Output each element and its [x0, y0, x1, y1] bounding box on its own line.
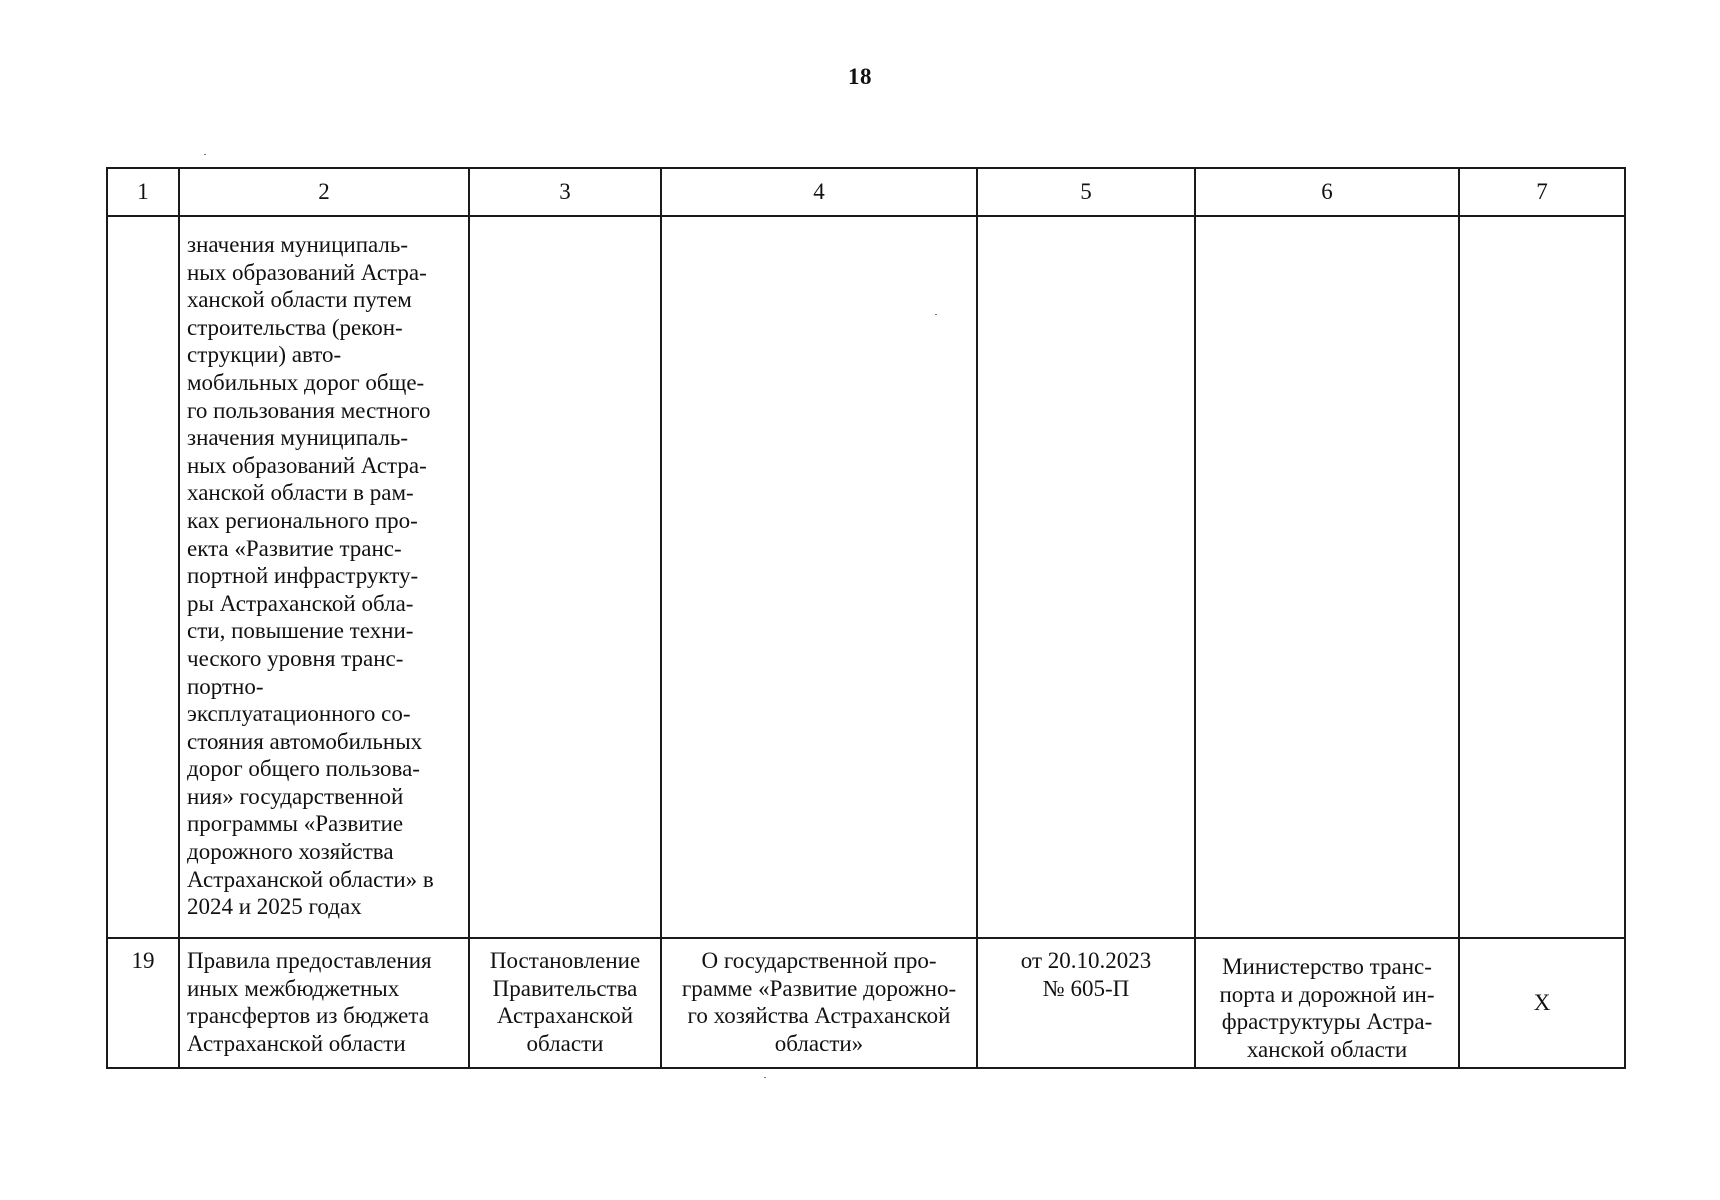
- text-line: го хозяйства Астраханской: [687, 1003, 951, 1029]
- text-line: эксплуатационного со-: [187, 701, 411, 727]
- text-line: трансфертов из бюджета: [187, 1003, 429, 1029]
- text-line: строительства (рекон-: [187, 314, 403, 340]
- text-line: О государственной про-: [701, 948, 937, 973]
- text-line: Астраханской: [496, 1003, 634, 1029]
- text-line: значения муниципаль-: [187, 425, 409, 451]
- scan-speck: [935, 314, 937, 315]
- column-header: 6: [1195, 168, 1459, 216]
- document-table: [106, 167, 1626, 1069]
- text-line: иных межбюджетных: [187, 975, 400, 1001]
- table-cell-authority: [1195, 938, 1459, 1068]
- text-line: области: [526, 1030, 604, 1056]
- text-line: Министерство транс-: [1222, 954, 1432, 979]
- scan-speck: [204, 154, 206, 155]
- text-line: Правительства: [492, 975, 638, 1001]
- text-line: Астраханской области» в: [187, 866, 434, 892]
- text-line: № 605-П: [1042, 975, 1130, 1001]
- table-cell-doc-date: [977, 216, 1195, 938]
- text-line: грамме «Развитие дорожно-: [681, 975, 957, 1001]
- text-line: портно-: [187, 673, 264, 699]
- text-line: Правила предоставления: [187, 948, 432, 973]
- table-cell-number: [107, 216, 179, 938]
- text-line: Постановление: [489, 948, 641, 973]
- text-line: ных образований Астра-: [187, 452, 427, 478]
- text-line: Астраханской области: [187, 1030, 406, 1056]
- text-line: области»: [774, 1030, 864, 1056]
- table-row: [107, 938, 1625, 1068]
- text-line: ханской области: [1246, 1036, 1408, 1062]
- text-line: мобильных дорог обще-: [187, 369, 425, 395]
- column-header: 2: [179, 168, 469, 216]
- text-line: значения муниципаль-: [187, 232, 409, 257]
- text-line: ных образований Астра-: [187, 259, 427, 285]
- table-cell-mark: [1459, 938, 1625, 1068]
- table-header-row: [107, 168, 1625, 216]
- table-cell-doc-title: [661, 216, 977, 938]
- text-line: го пользования местного: [187, 397, 431, 423]
- text-line: от 20.10.2023: [1020, 948, 1152, 973]
- text-line: ческого уровня транс-: [187, 645, 404, 671]
- row-number: 19: [131, 948, 155, 973]
- table-cell-authority: [1195, 216, 1459, 938]
- table-cell-number: [107, 938, 179, 1068]
- page-number: 18: [848, 64, 872, 89]
- table-cell-mark: [1459, 216, 1625, 938]
- text-line: фраструктуры Астра-: [1221, 1009, 1433, 1035]
- text-line: ры Астраханской обла-: [187, 590, 414, 616]
- text-line: стояния автомобильных: [187, 728, 423, 754]
- table-cell-doc-type: [469, 938, 661, 1068]
- text-line: дорог общего пользова-: [187, 756, 420, 782]
- text-line: портной инфраструкту-: [187, 563, 419, 589]
- table-cell-doc-title: [661, 938, 977, 1068]
- text-line: ках регионального про-: [187, 507, 418, 533]
- text-line: 2024 и 2025 годах: [187, 894, 362, 920]
- column-header: 3: [469, 168, 661, 216]
- mark-x: Х: [1533, 990, 1551, 1016]
- text-line: программы «Развитие: [187, 811, 404, 837]
- text-line: струкции) авто-: [187, 342, 342, 368]
- text-line: порта и дорожной ин-: [1219, 981, 1435, 1007]
- table-cell-doc-type: [469, 216, 661, 938]
- table-cell-name: [179, 938, 469, 1068]
- table-cell-doc-date: [977, 938, 1195, 1068]
- column-header: 1: [107, 168, 179, 216]
- text-line: ханской области в рам-: [187, 480, 414, 506]
- table-row: [107, 216, 1625, 938]
- text-line: ханской области путем: [187, 287, 412, 313]
- text-line: екта «Развитие транс-: [187, 535, 402, 561]
- text-line: сти, повышение техни-: [187, 618, 414, 644]
- text-line: ния» государственной: [187, 783, 404, 809]
- text-line: дорожного хозяйства: [187, 839, 394, 865]
- column-header: 7: [1459, 168, 1625, 216]
- column-header: 4: [661, 168, 977, 216]
- column-header: 5: [977, 168, 1195, 216]
- table-cell-name: [179, 216, 469, 938]
- scan-speck: [764, 1077, 766, 1078]
